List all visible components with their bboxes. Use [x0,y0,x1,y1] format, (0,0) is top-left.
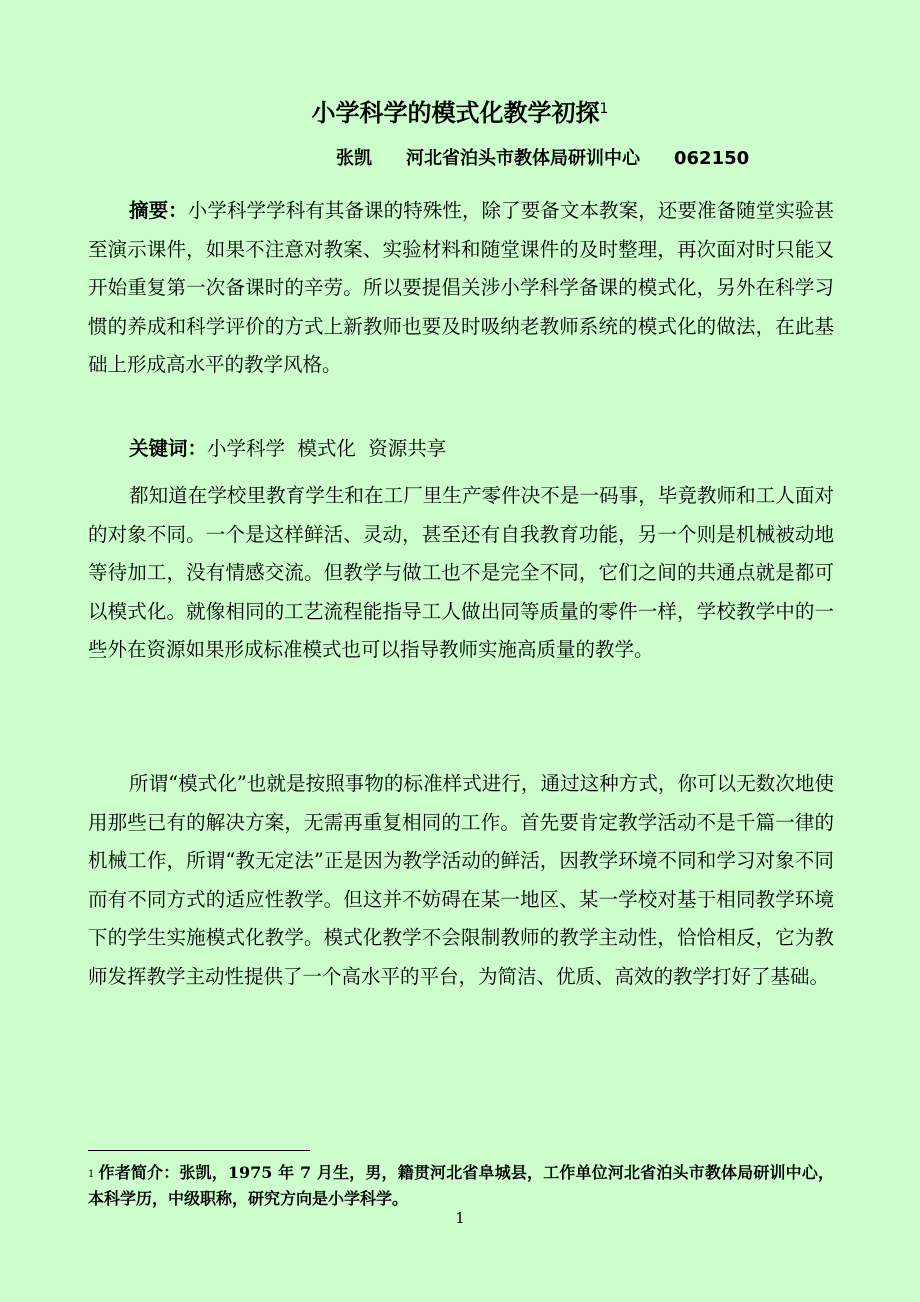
title-footnote-marker: 1 [599,101,609,117]
author-name: 张凯 [336,148,372,169]
footnote-marker: 1 [88,1169,95,1180]
author-affiliation: 河北省泊头市教体局研训中心 [406,148,640,169]
page-number: 1 [455,1209,465,1227]
abstract-paragraph [88,192,834,385]
body-paragraph: 都知道在学校里教育学生和在工厂里生产零件决不是一码事，毕竟教师和工人面对的对象不同。一个是这样鲜活、灵动，甚至还有自我教育功能，另一个则是机械被动地等待加工，没有情感交流。但教学与做工也不是完全不同，它们之间的共通点就是都可以模式化。就像相同的工艺流程能指导工人做出同等质量的零件一样，学校教学中的一些外在资源如果形成标准模式也可以指导教师实施高质量的教学。 [88,484,834,661]
author-postcode: 062150 [674,148,750,169]
abstract-label: 摘要： [129,199,188,222]
keywords-text: 小学科学 模式化 资源共享 [207,437,447,460]
footnote [88,1160,834,1212]
author-line [336,145,749,173]
footnote-text: 作者简介：张凯，1975 年 7 月生，男，籍贯河北省阜城县，工作单位河北省泊头市教体局研训中心，本科学历，中级职称，研究方向是小学科学。 [88,1163,834,1208]
keywords-paragraph [88,430,834,469]
footnote-divider [88,1150,310,1151]
title-text: 小学科学的模式化教学初探 [311,99,600,127]
keywords-label: 关键词： [129,437,208,460]
document-title [0,96,920,130]
body-paragraph: 所谓“模式化”也就是按照事物的标准样式进行，通过这种方式，你可以无数次地使用那些已有的解决方案，无需再重复相同的工作。首先要肯定教学活动不是千篇一律的机械工作，所谓“教无定法”正是因为教学活动的鲜活，因教学环境不同和学习对象不同而有不同方式的适应性教学。但这并不妨碍在某一地区、某一学校对基于相同教学环境下的学生实施模式化教学。模式化教学不会限制教师的教学主动性，恰恰相反，它为教师发挥教学主动性提供了一个高水平的平台，为简洁、优质、高效的教学打好了基础。 [88,772,834,988]
abstract-text: 小学科学学科有其备课的特殊性，除了要备文本教案，还要准备随堂实验甚至演示课件，如果不注意对教案、实验材料和随堂课件的及时整理，再次面对时只能又开始重复第一次备课时的辛劳。所以要提倡关涉小学科学备课的模式化，另外在科学习惯的养成和科学评价的方式上新教师也要及时吸纳老教师系统的模式化的做法，在此基础上形成高水平的教学风格。 [88,199,834,376]
